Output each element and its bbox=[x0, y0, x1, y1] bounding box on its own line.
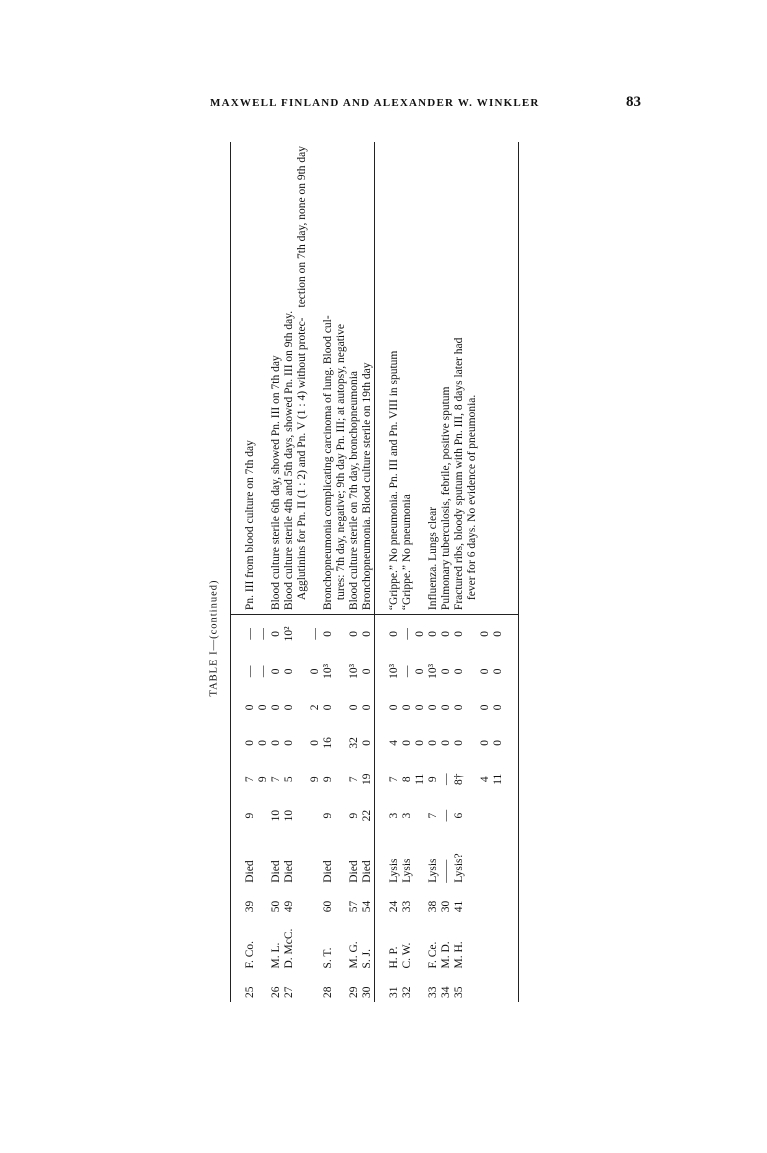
value-col-9-cell: 0 bbox=[309, 668, 321, 675]
outcome-cell: Died bbox=[361, 860, 373, 883]
remarks-line: Fractured ribs, bloody sputum with Pn. III, 8 days later had bbox=[453, 337, 465, 611]
value-col-9-cell: 10³ bbox=[348, 663, 360, 679]
age-cell: 39 bbox=[244, 900, 256, 913]
age-cell: 54 bbox=[361, 900, 373, 913]
remarks-line: Bronchopneumonia complicating carcinoma of lung. Blood cul- bbox=[322, 315, 334, 611]
table-row bbox=[322, 142, 348, 1002]
value-col-9-cell: 0 bbox=[453, 668, 465, 675]
running-head-authors: MAXWELL FINLAND AND ALEXANDER W. WINKLER bbox=[210, 97, 540, 109]
age-cell: 41 bbox=[453, 900, 465, 913]
patient-initials-cell: M. G. bbox=[348, 941, 360, 969]
patient-initials-cell: M. L. bbox=[270, 942, 282, 969]
case-number-cell: 35 bbox=[453, 986, 465, 998]
table-row bbox=[348, 142, 361, 1002]
value-col-7-cell: 0 bbox=[361, 740, 373, 746]
value-col-8-cell: 0 bbox=[492, 704, 504, 711]
value-col-6-cell: — bbox=[440, 773, 452, 785]
remarks-line: Pulmonary tuberculosis, febrile, positive sputum bbox=[440, 386, 452, 611]
age-cell: 30 bbox=[440, 900, 452, 913]
running-head bbox=[0, 94, 767, 114]
value-col-8-cell: 0 bbox=[401, 704, 413, 711]
outcome-cell: Died bbox=[244, 860, 256, 883]
value-col-5-cell: — bbox=[440, 809, 452, 822]
remarks-cell bbox=[361, 142, 375, 615]
value-col-5-cell: 10 bbox=[283, 809, 295, 822]
remarks-cell bbox=[348, 142, 361, 615]
table-top-rule bbox=[231, 142, 245, 1002]
value-col-6-cell: 8 bbox=[401, 776, 413, 783]
value-col-10-cell: 10² bbox=[283, 626, 295, 642]
value-col-6-cell: 5 bbox=[283, 776, 295, 783]
table-row bbox=[401, 142, 414, 1002]
table-row bbox=[244, 142, 257, 1002]
table-row bbox=[479, 142, 492, 1002]
remarks-cell bbox=[492, 142, 505, 615]
age-cell: 33 bbox=[401, 900, 413, 913]
outcome-cell bbox=[309, 834, 322, 887]
value-col-6-cell: 11 bbox=[492, 773, 504, 785]
value-col-5-cell: 22 bbox=[361, 809, 373, 822]
patient-initials-cell: S. J. bbox=[361, 949, 373, 969]
value-col-10-cell: 0 bbox=[440, 630, 452, 637]
value-col-7-cell: 16 bbox=[322, 737, 334, 749]
case-number-cell: 26 bbox=[270, 986, 282, 998]
value-col-5-cell bbox=[257, 797, 270, 833]
group-separator bbox=[375, 142, 389, 1002]
outcome-cell: Died bbox=[322, 860, 334, 883]
value-col-9-cell: 10³ bbox=[427, 663, 439, 679]
value-col-7-cell: 0 bbox=[270, 740, 282, 746]
table-row bbox=[257, 142, 270, 1002]
rotated-table-wrapper bbox=[230, 142, 540, 1002]
patient-initials-cell: C. W. bbox=[401, 942, 413, 969]
case-number-cell: 34 bbox=[440, 986, 452, 998]
table-row bbox=[283, 142, 309, 1002]
value-col-6-cell: 9 bbox=[322, 776, 334, 783]
value-col-5-cell: 9 bbox=[348, 812, 360, 819]
value-col-7-cell: 0 bbox=[244, 740, 256, 746]
age-cell: 24 bbox=[388, 900, 400, 913]
value-col-9-cell: — bbox=[244, 665, 256, 678]
age-cell bbox=[414, 887, 427, 916]
value-col-9-cell: 10³ bbox=[322, 663, 334, 679]
outcome-cell: Lysis bbox=[427, 858, 439, 883]
value-col-9-cell: 0 bbox=[361, 668, 373, 675]
value-col-8-cell: 0 bbox=[244, 704, 256, 711]
outcome-cell bbox=[492, 834, 505, 887]
patient-initials-cell: M. D. bbox=[440, 941, 452, 969]
value-col-8-cell: 0 bbox=[440, 704, 452, 711]
outcome-cell: Lysis bbox=[388, 858, 400, 883]
age-cell: 38 bbox=[427, 900, 439, 913]
table-row bbox=[427, 142, 440, 1002]
value-col-10-cell: — bbox=[257, 628, 269, 640]
value-col-5-cell: 7 bbox=[427, 812, 439, 819]
page-number: 83 bbox=[626, 94, 641, 110]
value-col-8-cell: 0 bbox=[414, 704, 426, 711]
value-col-7-cell: 0 bbox=[414, 740, 426, 746]
remarks-cell bbox=[440, 142, 453, 615]
age-cell bbox=[492, 887, 505, 916]
value-col-5-cell bbox=[414, 797, 427, 833]
patient-initials-cell bbox=[414, 916, 427, 972]
case-number-cell: 27 bbox=[283, 986, 295, 998]
remarks-cell bbox=[244, 142, 257, 615]
case-number-cell: 25 bbox=[244, 986, 256, 998]
case-number-cell bbox=[479, 973, 492, 1002]
value-col-9-cell: 0 bbox=[479, 668, 491, 675]
case-number-cell bbox=[492, 973, 505, 1002]
value-col-6-cell: 7 bbox=[270, 776, 282, 783]
value-col-10-cell: 0 bbox=[388, 630, 400, 637]
patient-initials-cell: H. P. bbox=[388, 946, 400, 969]
case-number-cell bbox=[414, 973, 427, 1002]
remarks-cell bbox=[270, 142, 283, 615]
value-col-10-cell: 0 bbox=[479, 630, 491, 637]
table-bottom-rule bbox=[505, 142, 519, 1002]
value-col-7-cell: 0 bbox=[492, 740, 504, 746]
remarks-line: tection on 7th day, none on 9th day bbox=[296, 146, 308, 308]
value-col-7-cell: 0 bbox=[257, 740, 269, 746]
value-col-8-cell: 0 bbox=[453, 704, 465, 711]
case-number-cell: 31 bbox=[388, 986, 400, 998]
value-col-6-cell: 11 bbox=[414, 773, 426, 785]
remarks-line: Blood culture sterile 6th day, showed Pn. III on 7th day bbox=[270, 355, 282, 611]
case-number-cell: 29 bbox=[348, 986, 360, 998]
age-cell bbox=[309, 887, 322, 916]
value-col-5-cell: 3 bbox=[401, 812, 413, 819]
case-number-cell: 30 bbox=[361, 986, 373, 998]
table-row bbox=[492, 142, 505, 1002]
remarks-line: Pn. III from blood culture on 7th day bbox=[244, 440, 256, 611]
value-col-8-cell: 0 bbox=[427, 704, 439, 711]
case-number-cell bbox=[257, 973, 270, 1002]
table-row bbox=[388, 142, 401, 1002]
age-cell: 60 bbox=[322, 900, 334, 913]
outcome-cell: —— bbox=[440, 859, 452, 883]
value-col-6-cell: 7 bbox=[388, 776, 400, 783]
remarks-cell bbox=[309, 142, 322, 615]
value-col-9-cell: 0 bbox=[492, 668, 504, 675]
remarks-line: tures: 7th day, negative; 9th day Pn. III; at autopsy, negative bbox=[335, 324, 347, 601]
value-col-10-cell: 0 bbox=[414, 630, 426, 637]
case-number-cell: 28 bbox=[322, 986, 334, 998]
age-cell: 57 bbox=[348, 900, 360, 913]
patient-initials-cell: F. Co. bbox=[244, 940, 256, 969]
remarks-cell bbox=[257, 142, 270, 615]
value-col-8-cell: 0 bbox=[348, 704, 360, 711]
remarks-line: Blood culture sterile 4th and 5th days, showed Pn. III on 9th day. bbox=[283, 310, 295, 611]
outcome-cell bbox=[479, 834, 492, 887]
remarks-line: Influenza. Lungs clear bbox=[427, 506, 439, 611]
value-col-8-cell: 0 bbox=[257, 704, 269, 711]
remarks-cell bbox=[414, 142, 427, 615]
value-col-5-cell: 6 bbox=[453, 812, 465, 819]
remarks-cell bbox=[427, 142, 440, 615]
patient-initials-cell: D. McC. bbox=[283, 928, 295, 969]
table-body bbox=[231, 142, 519, 1002]
remarks-cell bbox=[479, 142, 492, 615]
value-col-9-cell: — bbox=[401, 665, 413, 678]
remarks-line: “Grippe.” No pneumonia bbox=[401, 494, 413, 611]
value-col-10-cell: 0 bbox=[427, 630, 439, 637]
value-col-8-cell: 0 bbox=[270, 704, 282, 711]
table-title: TABLE I—(continued) bbox=[208, 579, 220, 697]
patient-initials-cell bbox=[492, 916, 505, 972]
value-col-5-cell: 10 bbox=[270, 809, 282, 822]
remarks-cell bbox=[283, 142, 309, 615]
outcome-cell: Lysis bbox=[401, 858, 413, 883]
value-col-10-cell: 0 bbox=[492, 630, 504, 637]
value-col-7-cell: 0 bbox=[427, 740, 439, 746]
value-col-6-cell: 7 bbox=[244, 776, 256, 783]
value-col-8-cell: 0 bbox=[388, 704, 400, 711]
value-col-10-cell: — bbox=[309, 628, 321, 640]
value-col-10-cell: 0 bbox=[322, 630, 334, 637]
patient-initials-cell: M. H. bbox=[453, 941, 465, 969]
value-col-5-cell: 9 bbox=[244, 812, 256, 819]
remarks-cell bbox=[322, 142, 348, 615]
value-col-7-cell: 0 bbox=[401, 740, 413, 746]
table-row bbox=[361, 142, 375, 1002]
case-number-cell: 33 bbox=[427, 986, 439, 998]
value-col-6-cell: 9 bbox=[427, 776, 439, 783]
value-col-8-cell: 2 bbox=[309, 704, 321, 711]
value-col-5-cell: 9 bbox=[322, 812, 334, 819]
table-row bbox=[414, 142, 427, 1002]
value-col-5-cell bbox=[309, 797, 322, 833]
value-col-5-cell bbox=[492, 797, 505, 833]
patient-initials-cell: F. Ce. bbox=[427, 941, 439, 969]
age-cell bbox=[257, 887, 270, 916]
age-cell: 50 bbox=[270, 900, 282, 913]
value-col-7-cell: 0 bbox=[453, 740, 465, 746]
value-col-10-cell: 0 bbox=[270, 630, 282, 637]
patient-initials-cell bbox=[309, 916, 322, 972]
value-col-9-cell: 0 bbox=[414, 668, 426, 675]
remarks-line: “Grippe.” No pneumonia. Pn. III and Pn. VIII in sputum bbox=[388, 350, 400, 611]
remarks-line: Bronchopneumonia. Blood culture sterile on 19th day bbox=[361, 362, 373, 611]
value-col-7-cell: 0 bbox=[440, 740, 452, 746]
age-cell: 49 bbox=[283, 900, 295, 913]
patient-initials-cell: S. T. bbox=[322, 947, 334, 969]
value-col-7-cell: 32 bbox=[348, 737, 360, 749]
remarks-line: Blood culture sterile on 7th day, bronchopneumonia bbox=[348, 370, 360, 611]
remarks-cell bbox=[453, 142, 479, 615]
value-col-6-cell: 8† bbox=[453, 773, 465, 785]
outcome-cell: Died bbox=[348, 860, 360, 883]
outcome-cell: Died bbox=[270, 860, 282, 883]
value-col-7-cell: 0 bbox=[283, 740, 295, 746]
case-number-cell: 32 bbox=[401, 986, 413, 998]
value-col-6-cell: 19 bbox=[361, 773, 373, 785]
value-col-5-cell: 3 bbox=[388, 812, 400, 819]
outcome-cell: Lysis? bbox=[453, 853, 465, 883]
value-col-8-cell: 0 bbox=[283, 704, 295, 711]
value-col-5-cell bbox=[479, 797, 492, 833]
remarks-line: fever for 6 days. No evidence of pneumonia. bbox=[466, 394, 478, 601]
value-col-10-cell: 0 bbox=[348, 630, 360, 637]
value-col-10-cell: 0 bbox=[453, 630, 465, 637]
case-number-cell bbox=[309, 973, 322, 1002]
value-col-9-cell: — bbox=[257, 665, 269, 678]
value-col-6-cell: 4 bbox=[479, 776, 491, 783]
outcome-cell bbox=[414, 834, 427, 887]
value-col-6-cell: 7 bbox=[348, 776, 360, 783]
value-col-10-cell: 0 bbox=[361, 630, 373, 637]
table-row bbox=[453, 142, 479, 1002]
value-col-10-cell: — bbox=[244, 628, 256, 640]
value-col-8-cell: 0 bbox=[361, 704, 373, 711]
value-col-8-cell: 0 bbox=[322, 704, 334, 711]
value-col-9-cell: 0 bbox=[283, 668, 295, 675]
value-col-7-cell: 4 bbox=[388, 740, 400, 746]
value-col-6-cell: 9 bbox=[309, 776, 321, 783]
data-table bbox=[230, 142, 519, 1002]
value-col-7-cell: 0 bbox=[309, 740, 321, 746]
remarks-cell bbox=[388, 142, 401, 615]
value-col-9-cell: 0 bbox=[440, 668, 452, 675]
value-col-6-cell: 9 bbox=[257, 776, 269, 783]
outcome-cell bbox=[257, 834, 270, 887]
table-row bbox=[270, 142, 283, 1002]
patient-initials-cell bbox=[479, 916, 492, 972]
patient-initials-cell bbox=[257, 916, 270, 972]
value-col-7-cell: 0 bbox=[479, 740, 491, 746]
table-row bbox=[309, 142, 322, 1002]
age-cell bbox=[479, 887, 492, 916]
table-row bbox=[440, 142, 453, 1002]
outcome-cell: Died bbox=[283, 860, 295, 883]
value-col-8-cell: 0 bbox=[479, 704, 491, 711]
remarks-cell bbox=[401, 142, 414, 615]
value-col-10-cell: — bbox=[401, 628, 413, 640]
remarks-line: Agglutinins for Pn. II (1 : 2) and Pn. V (1 : 4) without protec- bbox=[296, 317, 308, 601]
value-col-9-cell: 10³ bbox=[388, 663, 400, 679]
value-col-9-cell: 0 bbox=[270, 668, 282, 675]
